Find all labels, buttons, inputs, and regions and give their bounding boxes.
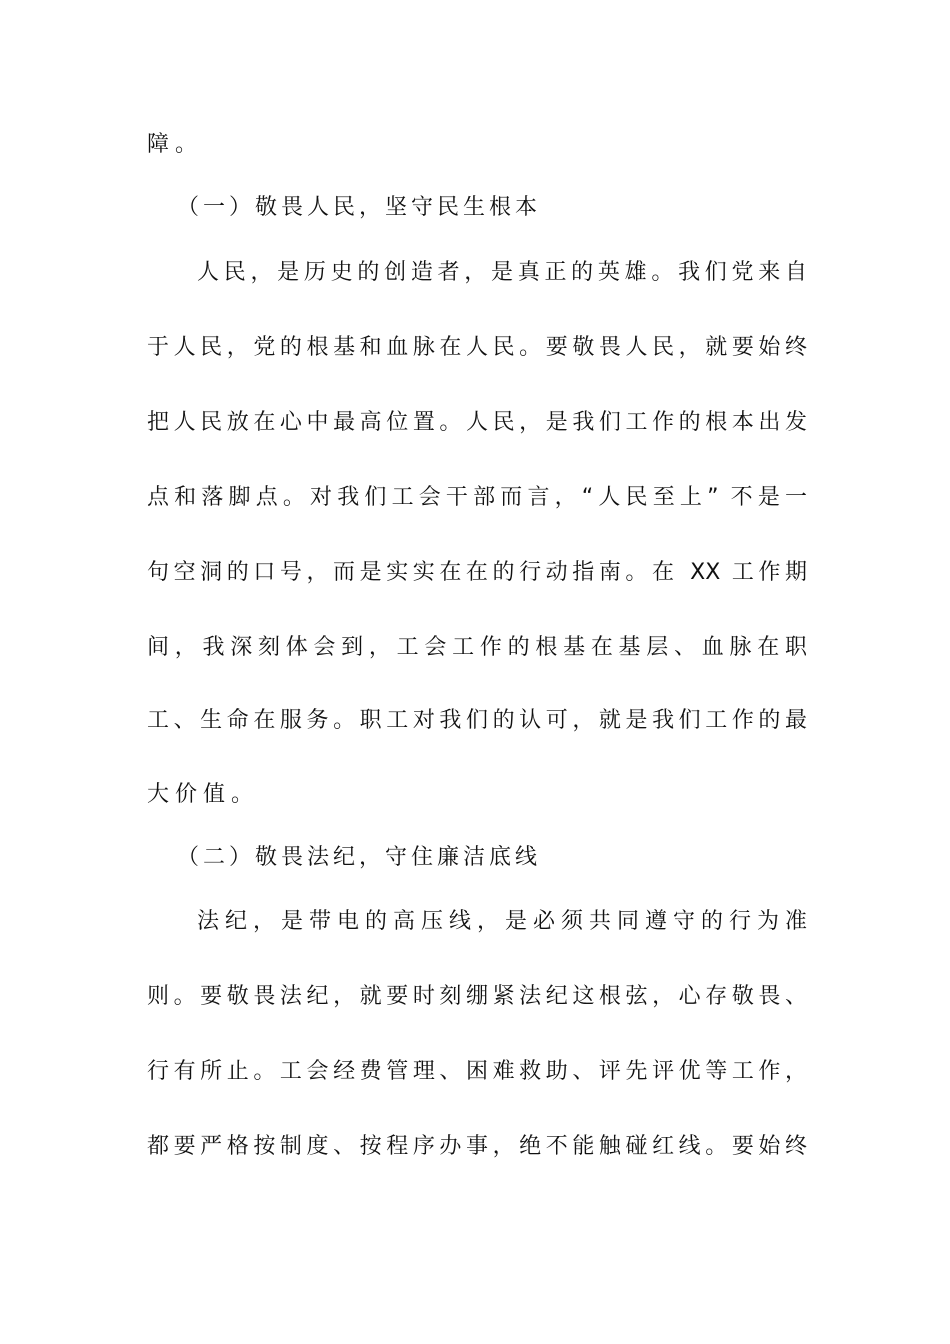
paragraph-line: 于人民，党的根基和血脉在人民。要敬畏人民，就要始终 <box>147 335 807 360</box>
paragraph-line: 法纪，是带电的高压线，是必须共同遵守的行为准 <box>197 909 807 934</box>
section-heading-1: （一）敬畏人民，坚守民生根本 <box>177 195 542 220</box>
paragraph-line: 行有所止。工会经费管理、困难救助、评先评优等工作， <box>147 1059 807 1084</box>
paragraph-line-tail: 大价值。 <box>147 782 260 807</box>
paragraph-line-tail: 障。 <box>147 132 204 157</box>
paragraph-line: 句空洞的口号，而是实实在在的行动指南。在 XX 工作期 <box>147 560 807 585</box>
paragraph-line: 工、生命在服务。职工对我们的认可，就是我们工作的最 <box>147 708 807 733</box>
paragraph-line: 人民，是历史的创造者，是真正的英雄。我们党来自 <box>197 260 807 285</box>
paragraph-line: 间，我深刻体会到，工会工作的根基在基层、血脉在职 <box>147 635 807 660</box>
paragraph-line: 都要严格按制度、按程序办事，绝不能触碰红线。要始终 <box>147 1134 807 1159</box>
section-heading-2: （二）敬畏法纪，守住廉洁底线 <box>177 845 542 870</box>
paragraph-line: 把人民放在心中最高位置。人民，是我们工作的根本出发 <box>147 410 807 435</box>
paragraph-line: 则。要敬畏法纪，就要时刻绷紧法纪这根弦，心存敬畏、 <box>147 984 807 1009</box>
paragraph-line: 点和落脚点。对我们工会干部而言，“人民至上” 不是一 <box>147 485 807 510</box>
